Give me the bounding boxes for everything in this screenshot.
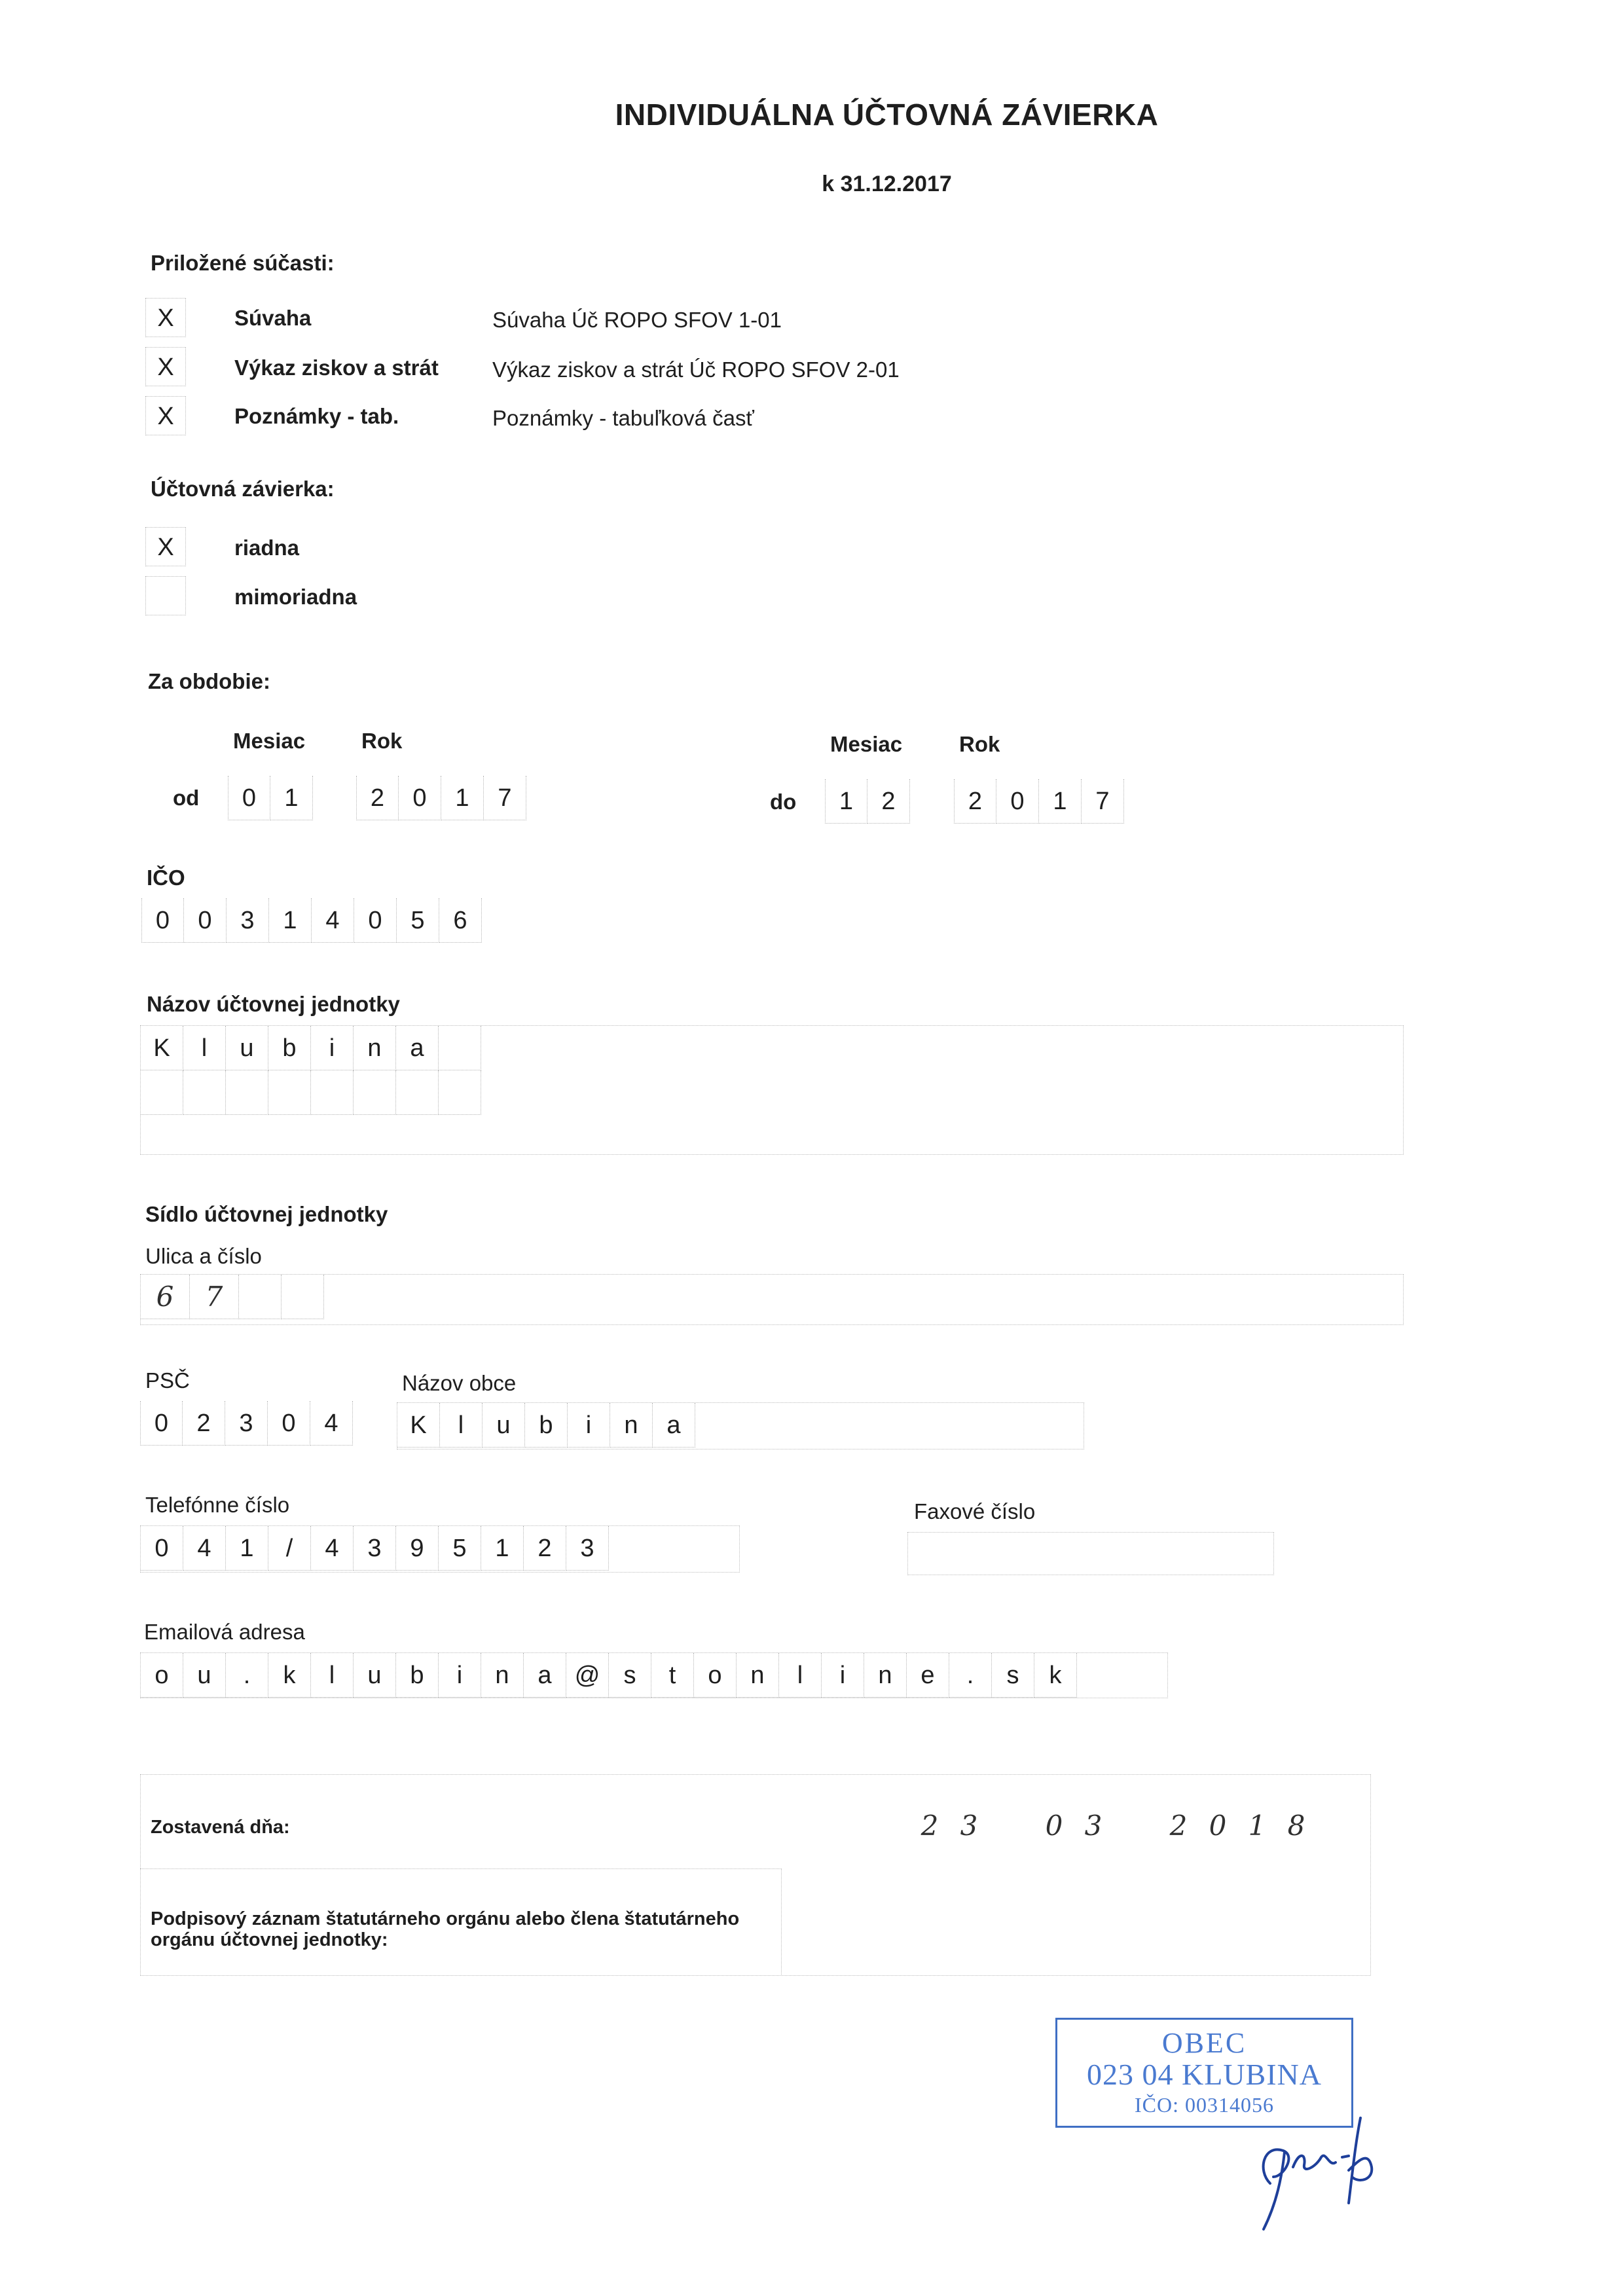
ico-digit: 1 (269, 898, 312, 943)
ico-digit: 3 (227, 898, 269, 943)
fax-label: Faxové číslo (914, 1499, 1036, 1523)
compiled-day-digit: 3 (960, 1810, 978, 1842)
ico-label: IČO (147, 866, 185, 890)
attachment-label-poznamky: Poznámky - tab. (234, 404, 399, 428)
attachment-checkbox-suvaha[interactable]: X (145, 298, 186, 337)
email-char: s (609, 1653, 651, 1698)
email-char: n (864, 1653, 907, 1698)
entity-name-grid[interactable] (140, 1025, 1404, 1155)
compiled-month-digit: 3 (1084, 1810, 1103, 1842)
entity-name-char: n (354, 1026, 396, 1070)
psc-field[interactable] (140, 1401, 353, 1446)
psc-digit: 4 (310, 1401, 353, 1446)
attachment-desc-poznamky: Poznámky - tabuľková časť (492, 406, 754, 430)
ico-field[interactable] (141, 898, 482, 943)
phone-label: Telefónne číslo (145, 1493, 290, 1517)
entity-name-blank (439, 1070, 481, 1115)
period-to-month-field[interactable] (825, 779, 910, 824)
ico-digit: 6 (439, 898, 482, 943)
period-to-year-label: Rok (959, 732, 1000, 756)
seat-heading: Sídlo účtovnej jednotky (145, 1202, 388, 1226)
period-to-month-label: Mesiac (830, 732, 903, 756)
closure-label-mimoriadna: mimoriadna (234, 585, 357, 609)
from-year-digit: 2 (356, 776, 399, 820)
town-char: b (525, 1403, 568, 1448)
stamp-line-2: 023 04 KLUBINA (1087, 2058, 1322, 2091)
to-year-digit: 7 (1082, 779, 1124, 824)
psc-digit: 2 (183, 1401, 225, 1446)
town-char: a (653, 1403, 695, 1448)
town-char: n (610, 1403, 653, 1448)
period-from-month-label: Mesiac (233, 729, 306, 753)
entity-name-char: a (396, 1026, 439, 1070)
attachment-desc-suvaha: Súvaha Úč ROPO SFOV 1-01 (492, 308, 782, 332)
period-heading: Za obdobie: (148, 669, 270, 693)
email-char: t (651, 1653, 694, 1698)
compiled-year-digit: 0 (1209, 1810, 1227, 1842)
attachments-heading: Priložené súčasti: (151, 251, 335, 275)
email-char: e (907, 1653, 949, 1698)
town-field[interactable] (397, 1402, 1084, 1449)
town-char: i (568, 1403, 610, 1448)
attachment-desc-vykaz: Výkaz ziskov a strát Úč ROPO SFOV 2-01 (492, 357, 900, 382)
entity-name-blank (183, 1070, 226, 1115)
compiled-year-digit: 8 (1287, 1810, 1305, 1842)
closure-heading: Účtovná závierka: (151, 477, 335, 501)
stamp-line-3: IČO: 00314056 (1135, 2093, 1274, 2117)
email-char: o (694, 1653, 737, 1698)
email-char: . (949, 1653, 992, 1698)
email-char: b (396, 1653, 439, 1698)
entity-name-char: K (141, 1026, 183, 1070)
document-title: INDIVIDUÁLNA ÚČTOVNÁ ZÁVIERKA (615, 98, 1159, 132)
psc-digit: 3 (225, 1401, 268, 1446)
attachment-checkbox-poznamky[interactable]: X (145, 396, 186, 435)
email-label: Emailová adresa (144, 1620, 305, 1644)
street-label: Ulica a číslo (145, 1244, 262, 1268)
from-year-digit: 0 (399, 776, 441, 820)
town-char: l (440, 1403, 483, 1448)
entity-name-blank (396, 1070, 439, 1115)
period-from-year-label: Rok (361, 729, 403, 753)
to-year-digit: 1 (1039, 779, 1082, 824)
period-from-label: od (173, 786, 200, 810)
entity-name-label: Názov účtovnej jednotky (147, 992, 400, 1016)
ico-digit: 0 (354, 898, 397, 943)
phone-char: 1 (226, 1526, 268, 1571)
compiled-day-field[interactable] (910, 1804, 989, 1848)
phone-char: 9 (396, 1526, 439, 1571)
document-date: k 31.12.2017 (822, 172, 952, 196)
email-char: i (822, 1653, 864, 1698)
compiled-date-label: Zostavená dňa: (151, 1817, 290, 1838)
email-char: o (141, 1653, 183, 1698)
email-field[interactable] (140, 1652, 1168, 1698)
street-field[interactable] (140, 1274, 1404, 1325)
period-from-month-field[interactable] (228, 776, 313, 820)
fax-field[interactable] (907, 1532, 1274, 1575)
entity-name-char: l (183, 1026, 226, 1070)
ico-digit: 0 (141, 898, 184, 943)
email-char: . (226, 1653, 268, 1698)
attachment-checkbox-vykaz[interactable]: X (145, 347, 186, 386)
compiled-year-digit: 1 (1248, 1810, 1266, 1842)
compiled-month-digit: 0 (1045, 1810, 1063, 1842)
closure-label-riadna: riadna (234, 536, 300, 560)
email-char: k (268, 1653, 311, 1698)
entity-name-row (141, 1026, 1403, 1070)
compiled-year-field[interactable] (1159, 1804, 1316, 1848)
phone-char: 3 (566, 1526, 609, 1571)
attachment-label-vykaz: Výkaz ziskov a strát (234, 355, 439, 380)
email-char: @ (566, 1653, 609, 1698)
town-char: u (483, 1403, 525, 1448)
psc-digit: 0 (140, 1401, 183, 1446)
closure-checkbox-riadna[interactable]: X (145, 527, 186, 566)
email-char: l (779, 1653, 822, 1698)
entity-name-blank (311, 1070, 354, 1115)
entity-name-blank (141, 1070, 183, 1115)
phone-char: 2 (524, 1526, 566, 1571)
to-year-digit: 2 (954, 779, 996, 824)
phone-field[interactable] (140, 1525, 740, 1573)
handwritten-signature (1244, 2105, 1401, 2236)
closure-checkbox-mimoriadna[interactable] (145, 576, 186, 615)
phone-char: / (268, 1526, 311, 1571)
street-blank (282, 1275, 324, 1319)
to-month-digit: 2 (867, 779, 910, 824)
ico-digit: 4 (312, 898, 354, 943)
ico-digit: 5 (397, 898, 439, 943)
from-month-digit: 0 (228, 776, 270, 820)
email-char: u (183, 1653, 226, 1698)
stamp-line-1: OBEC (1161, 2027, 1247, 2059)
period-from-year-field[interactable] (356, 776, 526, 820)
email-char: i (439, 1653, 481, 1698)
ico-digit: 0 (184, 898, 227, 943)
compiled-year-digit: 2 (1169, 1810, 1188, 1842)
town-label: Názov obce (402, 1371, 517, 1395)
psc-label: PSČ (145, 1368, 190, 1393)
entity-name-char: i (311, 1026, 354, 1070)
phone-char: 5 (439, 1526, 481, 1571)
to-year-digit: 0 (996, 779, 1039, 824)
entity-name-char: b (268, 1026, 311, 1070)
town-char: K (397, 1403, 440, 1448)
compiled-day-digit: 2 (921, 1810, 939, 1842)
entity-name-row (141, 1070, 1403, 1115)
email-char: n (737, 1653, 779, 1698)
phone-char: 1 (481, 1526, 524, 1571)
street-char: 6 (141, 1275, 190, 1319)
entity-name-blank (226, 1070, 268, 1115)
email-char: a (524, 1653, 566, 1698)
street-char: 7 (190, 1275, 239, 1319)
street-blank (239, 1275, 282, 1319)
entity-name-char: u (226, 1026, 268, 1070)
phone-char: 3 (354, 1526, 396, 1571)
email-char: l (311, 1653, 354, 1698)
period-to-label: do (770, 790, 797, 814)
signature-label: Podpisový záznam štatutárneho orgánu alebo člena štatutárneho orgánu účtovnej jednotky: (151, 1908, 740, 1950)
entity-name-blank (268, 1070, 311, 1115)
phone-char: 0 (141, 1526, 183, 1571)
period-to-year-field[interactable] (954, 779, 1124, 824)
from-month-digit: 1 (270, 776, 313, 820)
entity-name-blank (354, 1070, 396, 1115)
to-month-digit: 1 (825, 779, 867, 824)
email-char: s (992, 1653, 1034, 1698)
entity-name-blank (439, 1026, 481, 1070)
from-year-digit: 1 (441, 776, 484, 820)
attachment-label-suvaha: Súvaha (234, 306, 312, 330)
psc-digit: 0 (268, 1401, 310, 1446)
phone-char: 4 (311, 1526, 354, 1571)
from-year-digit: 7 (484, 776, 526, 820)
phone-char: 4 (183, 1526, 226, 1571)
email-char: k (1034, 1653, 1077, 1698)
email-char: n (481, 1653, 524, 1698)
compiled-month-field[interactable] (1034, 1804, 1113, 1848)
email-char: u (354, 1653, 396, 1698)
